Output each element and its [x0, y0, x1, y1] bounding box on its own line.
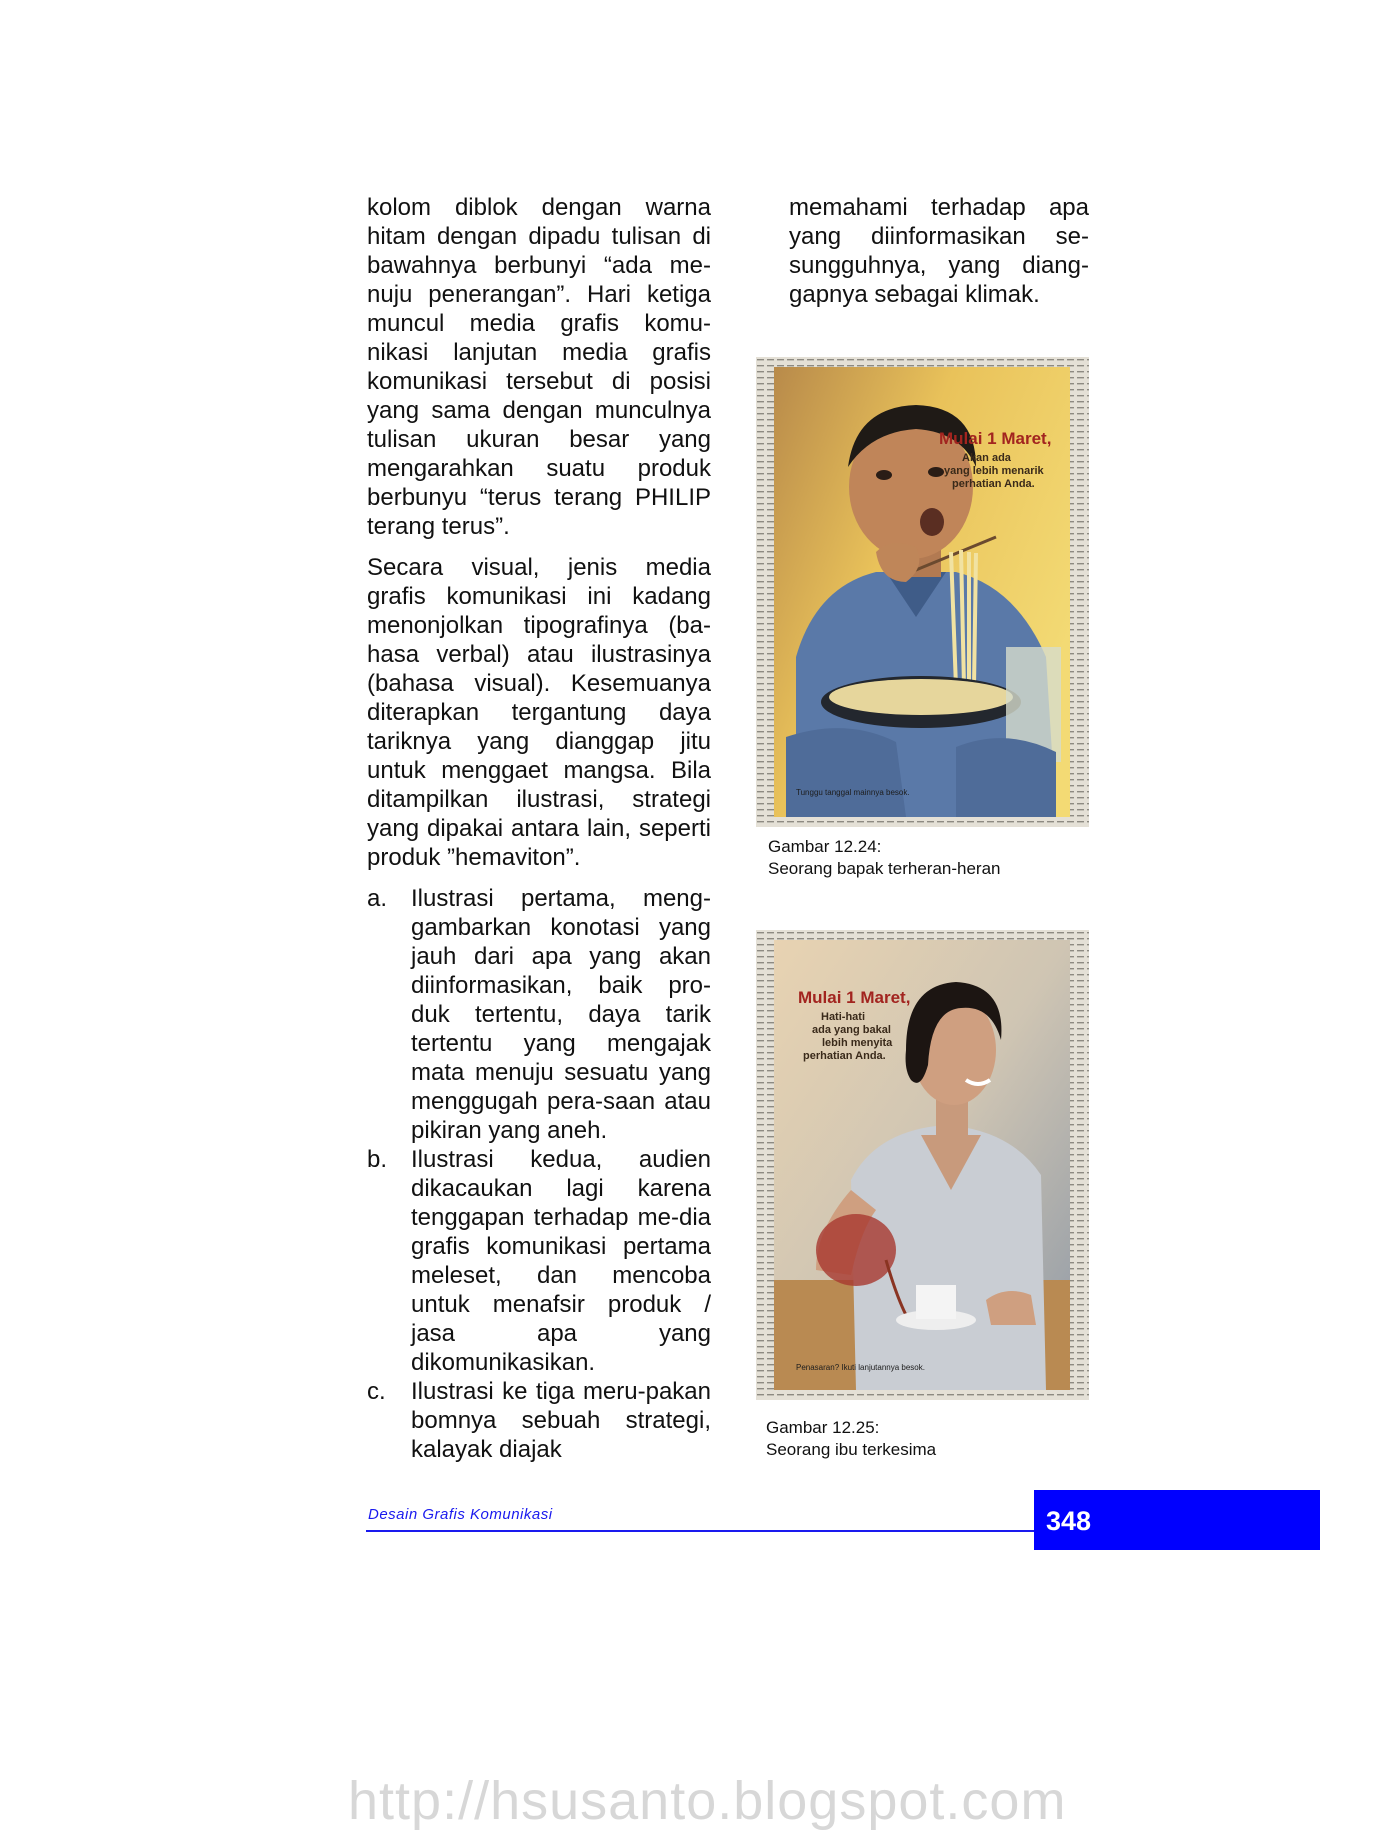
list-item-text: Ilustrasi pertama, meng-gambarkan konotasi yang jauh dari apa yang akan diinformasikan, baik pro-duk tertentu, daya tarik tertentu yang mengajak mata menuju sesuatu yang menggugah pera-saan atau pikiran yang aneh. — [411, 885, 711, 1144]
caption-text: Seorang ibu terkesima — [766, 1440, 937, 1459]
ad-footer: Penasaran? Ikuti lanjutannya besok. — [796, 1363, 925, 1372]
list-item-text: Ilustrasi ke tiga meru-pakan bomnya sebuah strategi, kalayak diajak — [411, 1378, 711, 1463]
ad-line: lebih menyita — [822, 1037, 893, 1049]
list-marker: a. — [367, 885, 388, 912]
page-number: 348 — [1046, 1506, 1092, 1536]
caption-number: Gambar 12.25: — [766, 1418, 880, 1437]
ad-image-man — [756, 357, 1089, 827]
caption-number: Gambar 12.24: — [768, 837, 882, 856]
list-item-text: Ilustrasi kedua, audien dikacaukan lagi karena tenggapan terhadap me-dia grafis komunikasi pertama meleset, dan mencoba untuk menafsir produk / jasa apa yang dikomunikasikan. — [411, 1146, 711, 1376]
watermark-url: http://hsusanto.blogspot.com — [348, 1771, 1067, 1831]
ad-line: perhatian Anda. — [952, 478, 1035, 490]
ad-headline: Mulai 1 Maret, — [798, 988, 911, 1007]
ad-headline: Mulai 1 Maret, — [939, 429, 1052, 448]
footer-divider — [366, 1530, 1034, 1532]
figure-man-advertisement — [756, 357, 1089, 827]
paragraph-1: kolom diblok dengan warna hitam dengan dipadu tulisan di bawahnya berbunyi “ada me-nuju penerangan”. Hari ketiga muncul media grafis komu-nikasi lanjutan media grafis komunikasi tersebut di posisi yang sama dengan munculnya tulisan ukuran besar yang mengarahkan suatu produk berbunyu “terus terang PHILIP terang terus”. — [367, 194, 711, 540]
ad-line: Akan ada — [962, 452, 1011, 464]
figure-caption — [766, 1417, 936, 1461]
left-column — [367, 193, 711, 1464]
list-item — [367, 884, 711, 1145]
list-item — [367, 1377, 711, 1464]
ad-line: perhatian Anda. — [803, 1050, 886, 1062]
ad-line: ada yang bakal — [812, 1024, 891, 1036]
figure-caption — [768, 836, 1001, 880]
ad-footer: Tunggu tanggal mainnya besok. — [796, 788, 910, 797]
caption-text: Seorang bapak terheran-heran — [768, 859, 1001, 878]
paragraph-3: memahami terhadap apa yang diinformasikan se-sungguhnya, yang diang-gapnya sebagai klimak. — [789, 194, 1089, 308]
list-marker: c. — [367, 1378, 386, 1405]
figure-woman-advertisement — [756, 930, 1089, 1400]
ad-line: Hati-hati — [821, 1011, 865, 1023]
paragraph-2: Secara visual, jenis media grafis komunikasi ini kadang menonjolkan tipografinya (ba-hasa verbal) atau ilustrasinya (bahasa visual). Kesemuanya diterapkan tergantung daya tariknya yang dianggap jitu untuk menggaet mangsa. Bila ditampilkan ilustrasi, strategi yang dipakai antara lain, seperti produk ”hemaviton”. — [367, 554, 711, 871]
book-title: Desain Grafis Komunikasi — [368, 1506, 553, 1523]
list-item — [367, 1145, 711, 1377]
ad-line: yang lebih menarik — [944, 465, 1044, 477]
right-column — [789, 193, 1089, 309]
page-number-box — [1034, 1490, 1320, 1550]
list-marker: b. — [367, 1146, 388, 1173]
illustration-list — [367, 884, 711, 1464]
ad-image-woman — [756, 930, 1089, 1400]
